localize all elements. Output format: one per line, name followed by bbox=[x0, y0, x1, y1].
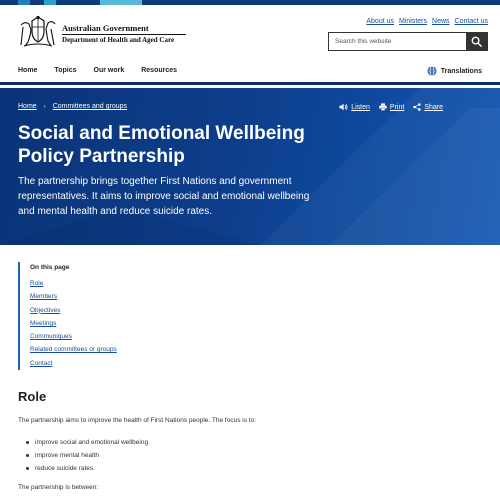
share-icon bbox=[413, 103, 421, 111]
otp-link-related-committees[interactable]: Related committees or groups bbox=[30, 346, 117, 354]
partnership-between-text: The partnership is between: bbox=[18, 484, 99, 491]
utility-links bbox=[366, 18, 488, 25]
otp-link-objectives[interactable]: Objectives bbox=[30, 306, 61, 314]
breadcrumb-committees[interactable]: Committees and groups bbox=[52, 103, 128, 110]
list-item bbox=[30, 317, 218, 330]
government-logo[interactable] bbox=[18, 15, 188, 51]
role-heading: Role bbox=[18, 389, 47, 404]
logo-divider bbox=[62, 34, 186, 35]
breadcrumb bbox=[18, 103, 127, 110]
about-us-link[interactable]: About us bbox=[366, 18, 394, 25]
otp-link-contact[interactable]: Contact bbox=[30, 359, 53, 367]
list-item bbox=[30, 290, 218, 303]
listen-button[interactable] bbox=[339, 103, 370, 111]
contact-us-link[interactable]: Contact us bbox=[454, 18, 488, 25]
page-actions bbox=[339, 103, 443, 111]
main-navigation bbox=[0, 59, 500, 85]
nav-topics[interactable]: Topics bbox=[54, 67, 77, 74]
list-item: reduce suicide rates. bbox=[18, 462, 148, 475]
focus-list bbox=[18, 436, 148, 475]
chevron-right-icon: › bbox=[43, 103, 46, 110]
site-search bbox=[328, 32, 488, 51]
nav-our-work[interactable]: Our work bbox=[93, 67, 125, 74]
nav-home[interactable]: Home bbox=[18, 67, 38, 74]
government-name: Australian Government bbox=[62, 23, 149, 33]
on-this-page-nav bbox=[18, 262, 218, 370]
site-header bbox=[0, 5, 500, 59]
list-item bbox=[30, 330, 218, 343]
list-item: improve social and emotional wellbeing bbox=[18, 436, 148, 449]
page-intro: The partnership brings together First Nations and government representatives. It aims to improve social and emotional wellbeing and mental health and reduce suicide rates. bbox=[18, 176, 310, 217]
department-name: Department of Health and Aged Care bbox=[62, 36, 175, 44]
list-item bbox=[30, 277, 218, 290]
print-label: Print bbox=[389, 103, 405, 111]
otp-link-members[interactable]: Members bbox=[30, 293, 58, 301]
list-item bbox=[30, 343, 218, 356]
search-icon bbox=[471, 36, 482, 47]
globe-icon bbox=[427, 66, 437, 76]
on-this-page-title: On this page bbox=[30, 264, 70, 271]
share-button[interactable] bbox=[413, 103, 443, 111]
page-title: Social and Emotional Wellbeing Policy Partnership bbox=[18, 123, 305, 167]
coat-of-arms-icon bbox=[18, 15, 58, 49]
listen-label: Listen bbox=[351, 103, 370, 111]
print-button[interactable] bbox=[379, 103, 404, 111]
breadcrumb-home[interactable]: Home bbox=[18, 103, 37, 110]
on-this-page-list bbox=[30, 277, 218, 370]
ministers-link[interactable]: Ministers bbox=[399, 18, 428, 25]
share-label: Share bbox=[424, 103, 443, 111]
list-item bbox=[30, 304, 218, 317]
translations-label: Translations bbox=[440, 67, 482, 75]
printer-icon bbox=[379, 103, 387, 111]
list-item: improve mental health bbox=[18, 449, 148, 462]
otp-link-meetings[interactable]: Meetings bbox=[30, 319, 57, 327]
search-input[interactable] bbox=[329, 33, 466, 50]
otp-link-communiques[interactable]: Communiques bbox=[30, 333, 72, 341]
page-hero bbox=[0, 88, 500, 245]
speaker-icon bbox=[339, 103, 348, 111]
search-button[interactable] bbox=[466, 33, 487, 50]
translations-button[interactable] bbox=[427, 66, 482, 76]
nav-resources[interactable]: Resources bbox=[141, 67, 178, 74]
list-item bbox=[30, 357, 218, 370]
news-link[interactable]: News bbox=[432, 18, 450, 25]
otp-link-role[interactable]: Role bbox=[30, 280, 44, 287]
role-intro: The partnership aims to improve the health of First Nations people. The focus is to: bbox=[18, 417, 256, 424]
